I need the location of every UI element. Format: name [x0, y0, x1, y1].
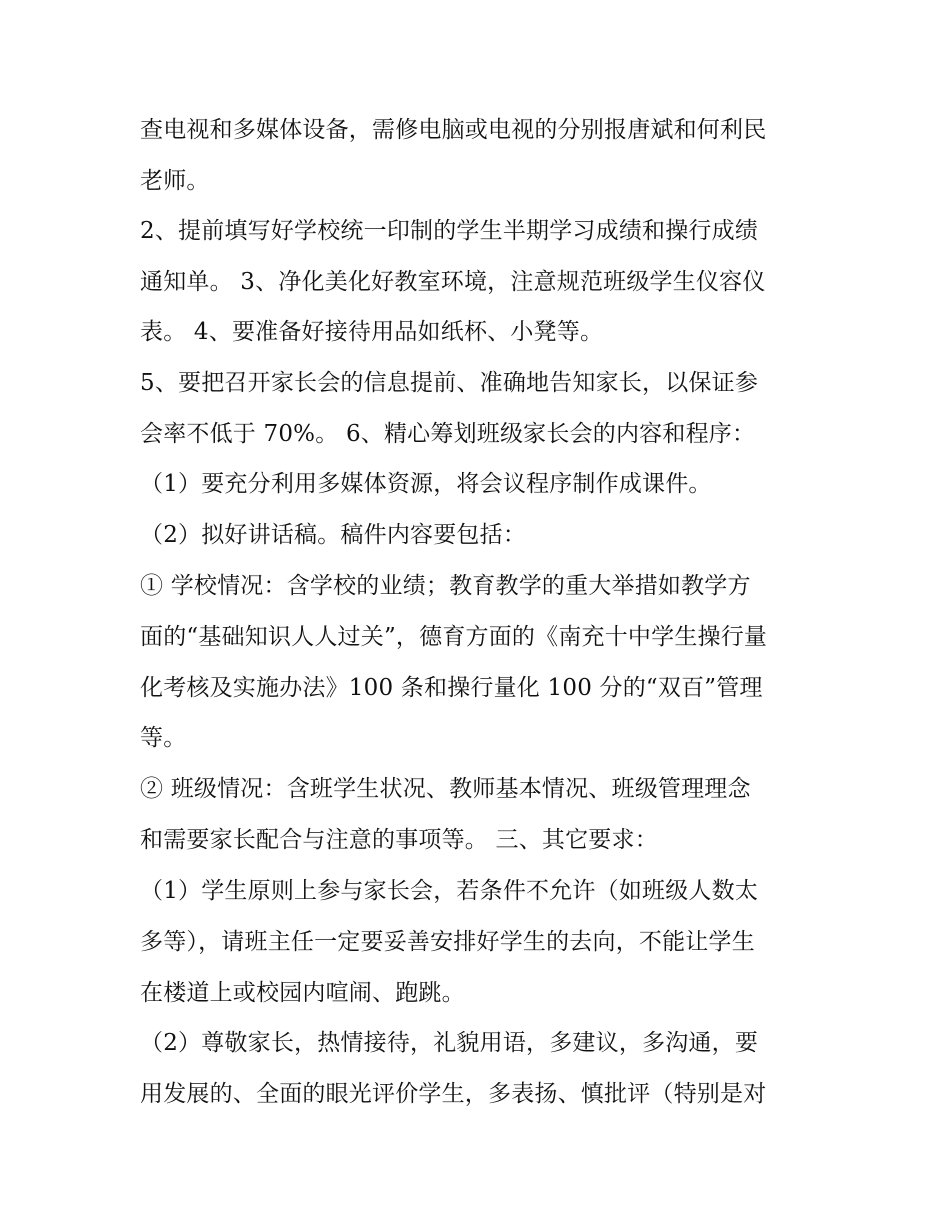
text-line: 通知单。 3、净化美化好教室环境，注意规范班级学生仪容仪 — [140, 269, 766, 295]
text-line: 用发展的、全面的眼光评价学生，多表扬、慎批评（特别是对 — [140, 1081, 767, 1107]
text-line: 在楼道上或校园内喧闹、跑跳。 — [140, 980, 465, 1006]
text-line: 会率不低于 70%。 6、精心筹划班级家长会的内容和程序： — [140, 421, 756, 447]
text-line: （2）拟好讲话稿。稿件内容要包括： — [140, 522, 527, 548]
text-line: 查电视和多媒体设备，需修电脑或电视的分别报唐斌和何利民 — [140, 117, 767, 143]
text-line: 老师。 — [140, 168, 210, 194]
text-line: ① 学校情况：含学校的业绩；教育教学的重大举措如教学方 — [140, 573, 751, 599]
text-line: 和需要家长配合与注意的事项等。 三、其它要求： — [140, 827, 658, 853]
text-line: （1）学生原则上参与家长会，若条件不允许（如班级人数太 — [140, 878, 759, 904]
text-line: （1）要充分利用多媒体资源，将会议程序制作成课件。 — [140, 471, 712, 497]
text-line: 面的“基础知识人人过关”，德育方面的《南充十中学生操行量 — [140, 624, 768, 650]
text-line: 化考核及实施办法》100 条和操行量化 100 分的“双百”管理 — [140, 675, 763, 701]
text-line: 2、提前填写好学校统一印制的学生半期学习成绩和操行成绩 — [140, 218, 759, 244]
text-line: 5、要把召开家长会的信息提前、准确地告知家长，以保证参 — [140, 370, 759, 396]
text-line: （2）尊敬家长，热情接待，礼貌用语，多建议，多沟通，要 — [140, 1030, 759, 1056]
text-line: 表。 4、要准备好接待用品如纸杯、小凳等。 — [140, 319, 604, 345]
text-line: 等。 — [140, 725, 187, 751]
text-line: 多等），请班主任一定要妥善安排好学生的去向，不能让学生 — [140, 929, 755, 955]
text-line: ② 班级情况：含班学生状况、教师基本情况、班级管理理念 — [140, 776, 751, 802]
